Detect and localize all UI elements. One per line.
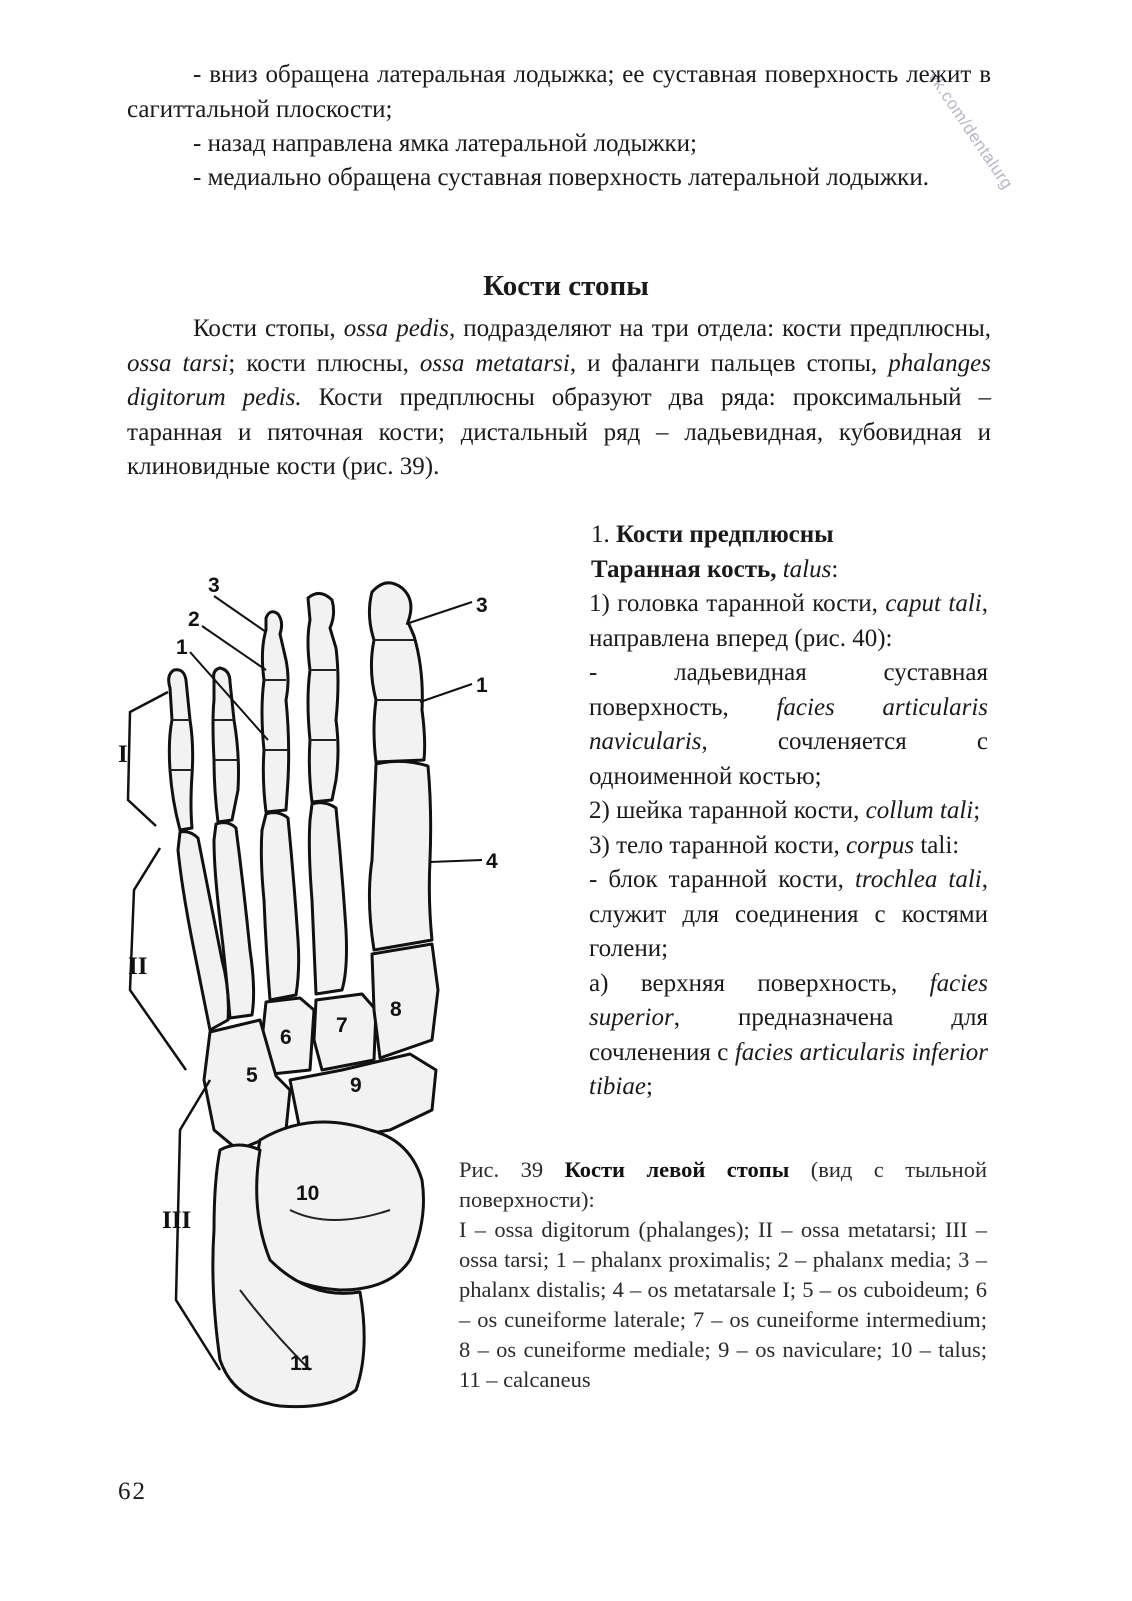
label-6: 6: [280, 1026, 292, 1049]
page-number: 62: [118, 1478, 147, 1505]
roman-III: III: [162, 1207, 192, 1234]
label-8: 8: [390, 998, 402, 1021]
top-line-1: - вниз обращена латеральная лодыжка; ее суставная поверхность лежит в сагиттальной плоскости;: [127, 61, 991, 123]
label-9: 9: [350, 1074, 362, 1097]
watermark: vk.com/dentalurg: [924, 68, 1017, 193]
foot-bones-figure: [110, 570, 510, 1420]
label-7: 7: [336, 1014, 348, 1037]
talus: [254, 1122, 424, 1290]
toe-1-phalanges: [369, 583, 424, 762]
label-2: 2: [188, 608, 200, 631]
top-line-3: - медиально обращена суставная поверхность латеральной лодыжки.: [193, 164, 929, 191]
label-3-right: 3: [476, 594, 488, 617]
label-5: 5: [246, 1064, 258, 1087]
toe-2-phalanges: [308, 593, 338, 802]
roman-II: II: [128, 953, 148, 980]
top-line-2: - назад направлена ямка латеральной лодыжки;: [193, 130, 697, 157]
cuneiform-medial: [372, 944, 438, 1058]
metatarsal-2: [309, 803, 346, 994]
roman-I: I: [118, 741, 128, 768]
section-title: Кости стопы: [483, 270, 649, 302]
metatarsal-1: [369, 761, 432, 950]
intro-paragraph: Кости стопы, ossa pedis, подразделяют на три отдела: кости предплюсны, ossa tarsi; кости плюсны, ossa metatarsi, и фаланги пальцев стопы, phalanges digitorum pedis. Кости предплюсны образуют два ряда: проксимальный – таранная и пяточная кости; дистальный ряд – ладьевидная, кубовидная и клиновидные кости (рис. 39).: [127, 315, 992, 480]
label-10: 10: [296, 1182, 320, 1205]
label-1-left: 1: [176, 636, 188, 659]
metatarsal-3: [261, 813, 298, 1000]
toe-5-phalanges: [169, 670, 193, 830]
label-4: 4: [486, 850, 498, 873]
toe-3-phalanges: [262, 612, 289, 812]
label-11: 11: [290, 1352, 313, 1375]
figure-caption: Рис. 39 Кости левой стопы (вид с тыльной поверхности): I – ossa digitorum (phalanges); II – ossa metatarsi; III – ossa tarsi; 1 – phalanx proximalis; 2 – phalanx media; 3 – phalanx distalis; 4 – os metatarsale I; 5 – os cuboideum; 6 – os cuneiforme laterale; 7 – os cuneiforme intermedium; 8 – os cuneiforme mediale; 9 – os naviculare; 10 – talus; 11 – calcaneus: [459, 1157, 987, 1392]
label-1-right: 1: [476, 674, 488, 697]
talus-description: 1. Кости предплюсны Таранная кость, talus: 1) головка таранной кости, caput tali, направлена вперед (рис. 40): - ладьевидная суставная поверхность, facies articularis navicularis, сочленяется с одноименной костью; 2) шейка таранной кости, collum tali; 3) тело таранной кости, corpus tali: - блок таранной кости, trochlea tali, служит для соединения с костями голени; а) верхняя поверхность, facies superior, предназначена для сочленения с facies articularis inferior tibiae;: [589, 521, 988, 1100]
label-3-left: 3: [208, 574, 220, 597]
